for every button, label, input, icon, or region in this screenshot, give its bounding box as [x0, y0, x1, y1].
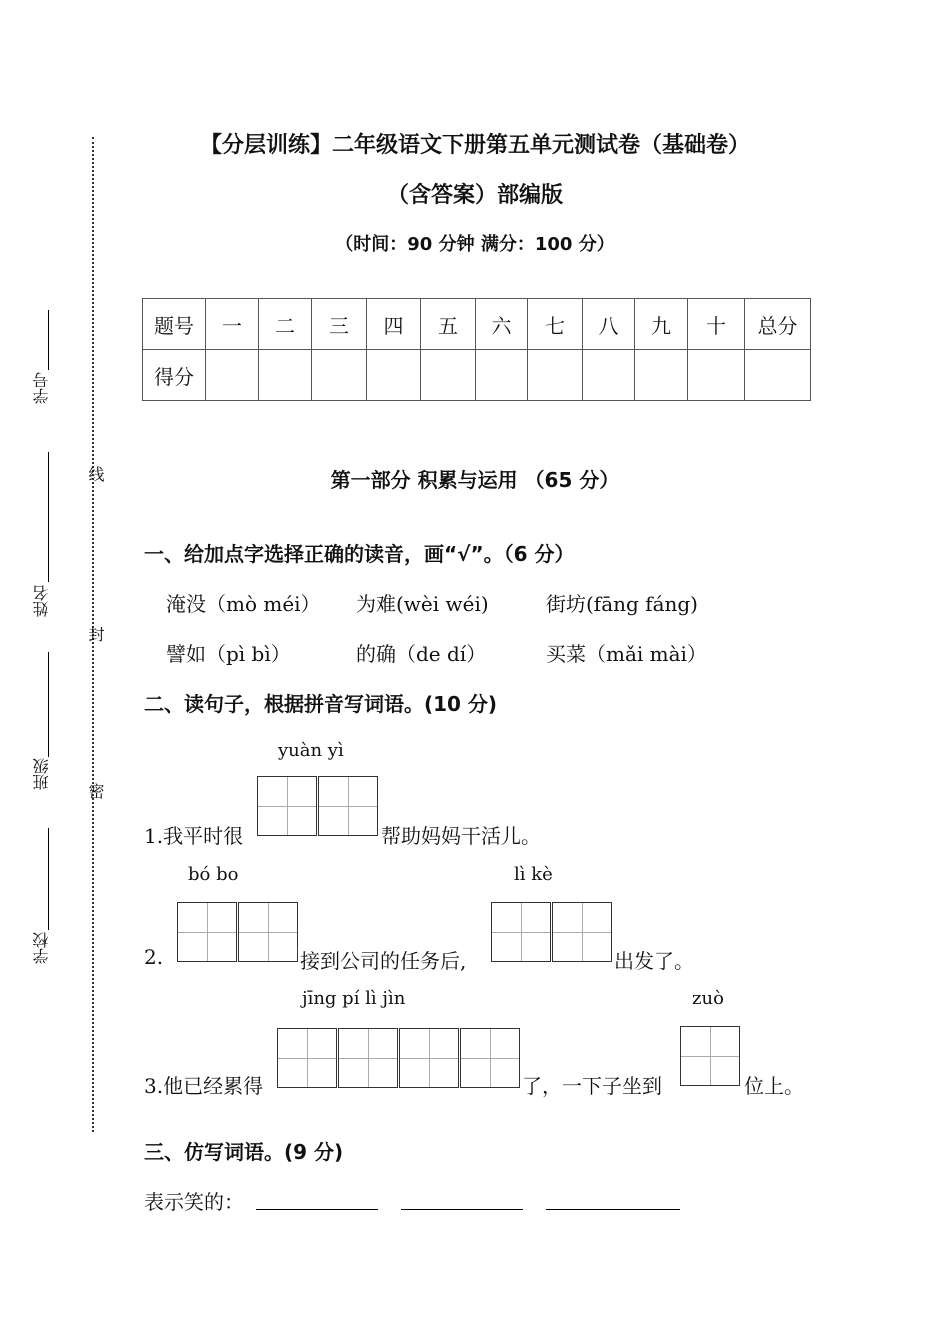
seal-line-char: 线: [86, 466, 105, 482]
writing-grid[interactable]: [460, 1028, 520, 1088]
table-cell: 一: [206, 299, 259, 350]
sentence-text: 接到公司的任务后,: [300, 949, 467, 973]
writing-grid[interactable]: [399, 1028, 459, 1088]
sentence-text: 2.: [144, 945, 164, 969]
sentence-text: 出发了。: [614, 949, 694, 973]
score-cell[interactable]: [688, 350, 745, 401]
answer-blank[interactable]: [256, 1209, 378, 1210]
score-cell[interactable]: [312, 350, 367, 401]
sentence-text: 帮助妈妈干活儿。: [381, 824, 541, 848]
table-cell: 二: [259, 299, 312, 350]
writing-grid[interactable]: [680, 1026, 740, 1086]
table-cell: 三: [312, 299, 367, 350]
table-cell: 总分: [745, 299, 811, 350]
score-cell[interactable]: [206, 350, 259, 401]
seal-close-char: 密: [86, 783, 105, 799]
pinyin: bó bo: [188, 864, 239, 885]
name-label: 姓名: [32, 585, 51, 617]
table-cell: 五: [421, 299, 476, 350]
score-cell[interactable]: [745, 350, 811, 401]
table-cell: 八: [583, 299, 635, 350]
sentence-text: 位上。: [744, 1074, 804, 1098]
class-label: 班级: [32, 758, 51, 790]
q1-item: 为难(wèi wéi): [356, 592, 489, 616]
score-cell[interactable]: [367, 350, 421, 401]
part1-title: 第一部分 积累与运用 （65 分）: [330, 468, 620, 492]
writing-grid[interactable]: [177, 902, 237, 962]
writing-grid[interactable]: [277, 1028, 337, 1088]
seal-seal-char: 封: [86, 626, 105, 642]
q2-title: 二、读句子，根据拼音写词语。(10 分): [144, 692, 498, 716]
writing-grid[interactable]: [338, 1028, 398, 1088]
writing-grid[interactable]: [552, 902, 612, 962]
q1-item: 譬如（pì bì）: [166, 642, 291, 666]
school-label: 学校: [32, 932, 51, 964]
q1-title: 一、给加点字选择正确的读音，画“√”。（6 分）: [144, 542, 575, 566]
score-cell[interactable]: [476, 350, 528, 401]
student-id-blank[interactable]: [48, 310, 49, 370]
table-cell: 题号: [143, 299, 206, 350]
page-title-line2: （含答案）部编版: [386, 183, 563, 208]
pinyin: yuàn yì: [278, 740, 344, 761]
score-table: [142, 298, 811, 401]
score-cell[interactable]: [421, 350, 476, 401]
answer-blank[interactable]: [401, 1209, 523, 1210]
student-id-label: 学号: [32, 372, 51, 404]
table-cell: 四: [367, 299, 421, 350]
exam-info: （时间：90 分钟 满分：100 分）: [335, 234, 615, 255]
class-blank[interactable]: [48, 652, 49, 757]
q1-item: 淹没（mò méi）: [166, 592, 321, 616]
writing-grid[interactable]: [318, 776, 378, 836]
writing-grid[interactable]: [257, 776, 317, 836]
q1-item: 街坊(fāng fáng): [546, 592, 698, 616]
page-title: 【分层训练】二年级语文下册第五单元测试卷（基础卷）: [199, 133, 750, 158]
sentence-text: 1.我平时很: [144, 824, 244, 848]
pinyin: lì kè: [514, 864, 553, 885]
score-table-score-row: [143, 350, 811, 401]
sentence-text: 3.他已经累得: [144, 1074, 264, 1098]
q3-title: 三、仿写词语。(9 分): [144, 1140, 344, 1164]
score-cell[interactable]: [259, 350, 312, 401]
pinyin: jīng pí lì jìn: [302, 988, 406, 1009]
table-cell: 七: [528, 299, 583, 350]
school-blank[interactable]: [48, 828, 49, 930]
sentence-text: 了，一下子坐到: [522, 1074, 662, 1098]
answer-blank[interactable]: [546, 1209, 680, 1210]
table-cell: 六: [476, 299, 528, 350]
q3-prompt: 表示笑的：: [144, 1190, 244, 1214]
q1-item: 的确（de dí）: [356, 642, 487, 666]
writing-grid[interactable]: [491, 902, 551, 962]
score-cell[interactable]: [528, 350, 583, 401]
score-cell[interactable]: [583, 350, 635, 401]
table-cell: 得分: [143, 350, 206, 401]
score-table-header-row: [143, 299, 811, 350]
writing-grid[interactable]: [238, 902, 298, 962]
pinyin: zuò: [692, 988, 724, 1009]
score-cell[interactable]: [635, 350, 688, 401]
table-cell: 十: [688, 299, 745, 350]
table-cell: 九: [635, 299, 688, 350]
q1-item: 买菜（mǎi mài）: [546, 642, 707, 666]
